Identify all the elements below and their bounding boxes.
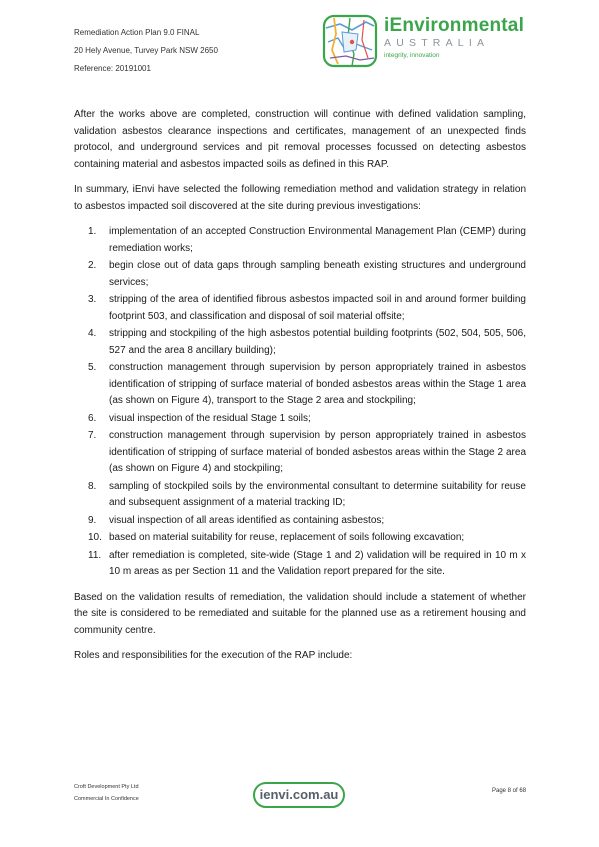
list-text: based on material suitability for reuse, replacement of soils following excavation; bbox=[109, 532, 465, 543]
list-item bbox=[74, 530, 526, 547]
list-number: 3. bbox=[88, 294, 97, 305]
logo-wordmark bbox=[384, 16, 524, 60]
list-item bbox=[74, 360, 526, 410]
list-text: stripping of the area of identified fibrous asbestos impacted soil in and around former building footprint 503, and classification and disposal of soil material offsite; bbox=[109, 294, 526, 322]
list-text: after remediation is completed, site-wide (Stage 1 and 2) validation will be required in 10 m x 10 m areas as per Section 11 and the Validation report prepared for the site. bbox=[109, 549, 526, 577]
list-item bbox=[74, 479, 526, 512]
paragraph: Roles and responsibilities for the execution of the RAP include: bbox=[74, 650, 353, 661]
document-header bbox=[74, 24, 218, 78]
footer-confidentiality: Commercial In Confidence bbox=[74, 796, 139, 802]
list-item bbox=[74, 326, 526, 359]
footer-company: Croft Development Pty Ltd bbox=[74, 784, 139, 790]
site-address: 20 Hely Avenue, Turvey Park NSW 2650 bbox=[74, 46, 218, 55]
paragraph: Based on the validation results of remediation, the validation should include a statement of whether the site is considered to be remediated and suitable for the planned use as a retirement housing and community centre. bbox=[74, 591, 526, 636]
document-body bbox=[74, 107, 526, 674]
list-text: visual inspection of the residual Stage 1 soils; bbox=[109, 412, 311, 424]
list-text: begin close out of data gaps through sampling beneath existing structures and underground services; bbox=[109, 260, 526, 288]
page-number: Page 8 of 68 bbox=[492, 788, 527, 794]
list-number: 9. bbox=[88, 514, 97, 526]
logo-tagline: integrity, innovation bbox=[384, 52, 440, 59]
list-item bbox=[74, 224, 526, 257]
list-item bbox=[74, 411, 526, 428]
list-number: 11. bbox=[88, 549, 102, 561]
paragraph: After the works above are completed, construction will continue with defined validation sampling, validation asbestos clearance inspections and certificates, management of an unexpected finds protocol, and underground services and pit removal processes focussed on detecting asbestos containing material and asbestos impacted soils as defined in this RAP. bbox=[74, 109, 526, 170]
document-title: Remediation Action Plan 9.0 FINAL bbox=[74, 28, 200, 37]
list-text: sampling of stockpiled soils by the environmental consultant to determine suitability for reuse and subsequent assignment of a material tracking ID; bbox=[109, 480, 526, 508]
list-number: 4. bbox=[88, 328, 97, 339]
list-item bbox=[74, 258, 526, 291]
reference-number: Reference: 20191001 bbox=[74, 64, 151, 73]
list-text: stripping and stockpiling of the high asbestos potential building footprints (502, 504, 505, 506, 527 and the area 8 ancillary building); bbox=[109, 328, 526, 356]
list-number: 7. bbox=[88, 430, 97, 441]
paragraph: In summary, iEnvi have selected the following remediation method and validation strategy in relation to asbestos impacted soil discovered at the site during previous investigations: bbox=[74, 184, 526, 212]
list-item bbox=[74, 428, 526, 478]
company-logo bbox=[322, 14, 532, 70]
list-item bbox=[74, 292, 526, 325]
list-number: 10. bbox=[88, 532, 102, 543]
list-number: 2. bbox=[88, 260, 97, 271]
list-number: 6. bbox=[88, 412, 97, 424]
list-text: implementation of an accepted Construction Environmental Management Plan (CEMP) during remediation works; bbox=[109, 226, 526, 254]
list-text: construction management through supervision by person appropriately trained in asbestos identification of stripping of surface material of bonded asbestos areas within the Stage 2 area (as shown on Figure 4) and stockpiling; bbox=[109, 430, 526, 474]
list-number: 8. bbox=[88, 480, 97, 492]
footer-company-info bbox=[74, 781, 139, 805]
logo-title: iEnvironmental bbox=[384, 15, 525, 36]
list-item bbox=[74, 513, 526, 530]
list-number: 5. bbox=[88, 362, 97, 373]
list-item bbox=[74, 548, 526, 581]
website-badge: ienvi.com.au bbox=[253, 782, 345, 808]
remediation-steps-list bbox=[74, 224, 526, 581]
list-text: visual inspection of all areas identified as containing asbestos; bbox=[109, 514, 385, 526]
list-number: 1. bbox=[88, 226, 97, 237]
list-text: construction management through supervision by person appropriately trained in asbestos identification of stripping of surface material of bonded asbestos areas within the Stage 1 area (as shown on Figure 4), transport to the Stage 2 area and stockpiling; bbox=[109, 362, 526, 406]
map-logo-icon bbox=[322, 14, 378, 68]
logo-country: AUSTRALIA bbox=[384, 37, 490, 49]
